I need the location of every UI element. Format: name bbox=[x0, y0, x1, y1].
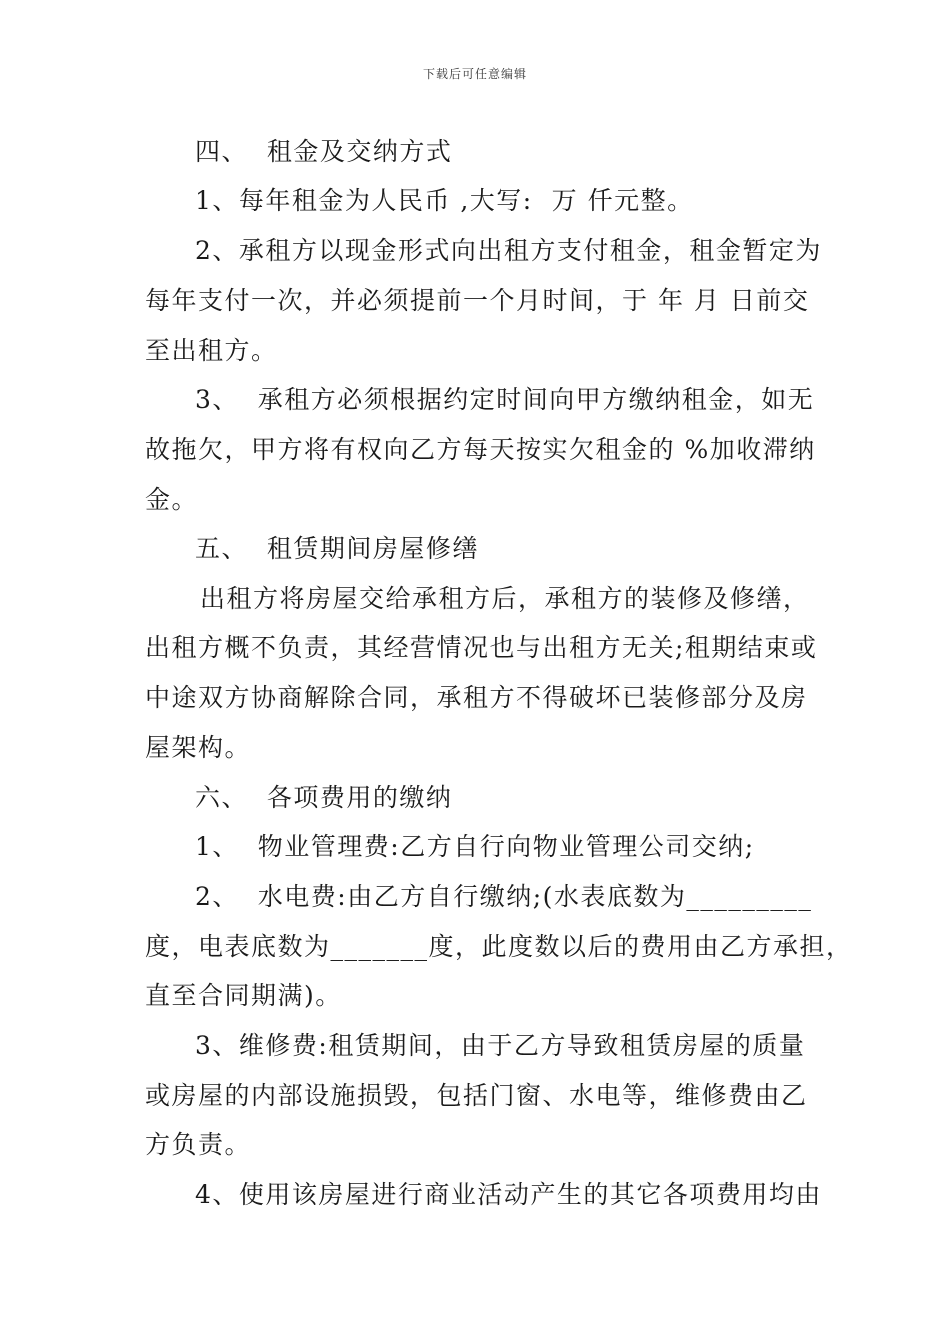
paragraph-line: 直至合同期满)。 bbox=[145, 981, 342, 1010]
section-heading-fees: 六、 各项费用的缴纳 bbox=[195, 783, 453, 812]
paragraph-line: 出租方将房屋交给承租方后，承租方的装修及修缮， bbox=[200, 584, 810, 613]
paragraph-line: 1、 物业管理费:乙方自行向物业管理公司交纳; bbox=[195, 832, 755, 861]
section-heading-repairs: 五、 租赁期间房屋修缮 bbox=[195, 534, 479, 563]
header-note: 下载后可任意编辑 bbox=[422, 67, 527, 81]
paragraph-line: 3、维修费:租赁期间，由于乙方导致租赁房屋的质量 bbox=[195, 1031, 806, 1060]
paragraph-line: 1、每年租金为人民币 ,大写: 万 仟元整。 bbox=[195, 186, 694, 215]
paragraph-line: 出租方概不负责，其经营情况也与出租方无关;租期结束或 bbox=[145, 633, 818, 662]
paragraph-line: 2、承租方以现金形式向出租方支付租金，租金暂定为 bbox=[195, 236, 822, 265]
paragraph-line: 2、 水电费:由乙方自行缴纳;(水表底数为_________ bbox=[195, 882, 813, 911]
paragraph-line: 至出租方。 bbox=[145, 336, 278, 365]
paragraph-line: 故拖欠，甲方将有权向乙方每天按实欠租金的 %加收滞纳 bbox=[145, 435, 816, 464]
paragraph-line: 屋架构。 bbox=[145, 733, 252, 762]
paragraph-line: 度，电表底数为_______度，此度数以后的费用由乙方承担， bbox=[145, 932, 853, 961]
paragraph-line: 金。 bbox=[145, 485, 199, 514]
paragraph-line: 中途双方协商解除合同，承租方不得破坏已装修部分及房 bbox=[145, 683, 808, 712]
section-heading-rent: 四、 租金及交纳方式 bbox=[195, 137, 453, 166]
paragraph-line: 4、使用该房屋进行商业活动产生的其它各项费用均由 bbox=[195, 1180, 822, 1209]
paragraph-line: 方负责。 bbox=[145, 1130, 252, 1159]
paragraph-line: 3、 承租方必须根据约定时间向甲方缴纳租金，如无 bbox=[195, 385, 815, 414]
paragraph-line: 或房屋的内部设施损毁，包括门窗、水电等，维修费由乙 bbox=[145, 1081, 808, 1110]
paragraph-line: 每年支付一次，并必须提前一个月时间，于 年 月 日前交 bbox=[145, 286, 810, 315]
